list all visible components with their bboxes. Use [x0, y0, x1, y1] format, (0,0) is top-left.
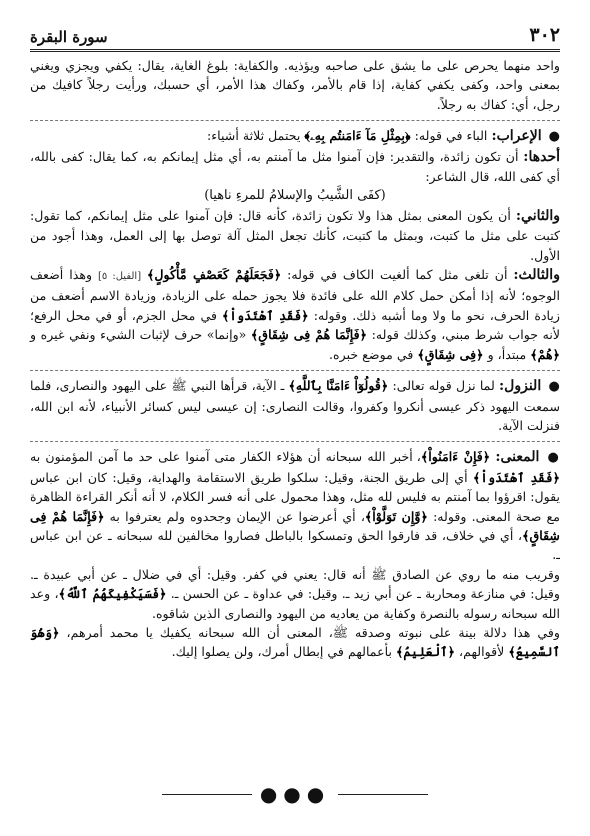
page-number: ٣٠٢: [529, 24, 560, 46]
section-end-ornament: [0, 784, 590, 804]
bullet-icon: ●: [548, 129, 560, 145]
mana-text: ، وعد الله سبحانه رسوله بالنصرة وكفاية من يعاديه من اليهود والنصارى الذين شاقوه.: [30, 586, 560, 621]
intro-paragraph: واحد منهما يحرص على ما يشق على صاحبه ويؤذيه. والكفاية: بلوغ الغاية، يقال: يكفي ويجزي ويغني بمعنى واحد، وكفى يكفي كفاية، إذا قام بالأمر، وكفاك هذا الأمر، أي حسبك، ورأيت رجلاً كافيك من رجل، أي: كفاك به رجلاً.: [30, 58, 560, 112]
third-label: والثالث:: [513, 267, 560, 284]
page-body: [30, 56, 560, 662]
running-header: [30, 20, 560, 52]
mana-text: وفي هذا دلالة بينة على نبوته وصدقه ﷺ، المعنى أن الله سبحانه يكفيك يا محمد أمرهم،: [66, 624, 560, 640]
irab-intro: [30, 126, 560, 146]
irab-third: [30, 265, 560, 364]
quran-quote: ﴿فَقَدِ ٱهْتَدَواْ﴾: [473, 469, 560, 485]
quran-quote: ﴿فَإِنَّمَا هُمْ فِى شِقَاقٍ﴾: [250, 327, 368, 343]
mana-paragraph-3: [30, 623, 560, 662]
nuzul-label: النزول:: [499, 378, 542, 395]
third-text: في محل الجزم، أو في محل الرفع؛ لأنه جواب شرط مبني، وكذلك قوله:: [30, 307, 561, 343]
irab-second: [30, 206, 560, 265]
mana-text: ، أي أعرضوا عن الإيمان وجحدوه ولم يعترفوا به: [109, 508, 365, 524]
mana-paragraph-2: [30, 565, 560, 623]
ornament-rule: [338, 794, 428, 795]
quran-quote: ﴿فَقَدِ ٱهْتَدَواْ﴾: [222, 307, 309, 323]
irab-intro-text: الباء في قوله:: [414, 128, 488, 144]
mana-text: أي إلى طريق الجنة، وقيل: سلكوا طريق الاستقامة والهداية، وقيل: كان ابن عباس يقول: اقرؤوا بما آمنتم به فليس لله مثل، وهذا محمول على أنه فسر الكلام، لا أنه أنكر القراءة الظاهرة مع صحة المعنى. وقوله:: [30, 469, 561, 524]
irab-section: [30, 120, 560, 364]
third-text: وهذا أضعف الوجوه؛ لأنه إذا أمكن حمل كلام الله على فائدة فلا يجوز حمله على الزيادة، وزيادة الاسم أضعف من زيادة الحرف، نحو ما ولا وما أشبه ذلك. وقوله:: [30, 267, 560, 323]
verse-reference: [الفيل: ٥]: [97, 271, 142, 283]
quran-quote: ﴿فِى شِقَاقٍ﴾: [417, 346, 484, 362]
second-label: والثاني:: [515, 207, 561, 224]
mana-section: [30, 441, 560, 661]
quran-quote: ﴿هُمْ﴾: [530, 346, 560, 362]
quran-quote: ﴿ٱلْعَلِيمُ﴾: [395, 644, 456, 660]
bullet-icon: ●: [548, 379, 560, 395]
poem-verse: (كفَى الشَّيبُ والإسلامُ للمرءِ ناهيا): [204, 188, 386, 204]
second-text: أن يكون المعنى بمثل هذا ولا تكون زائدة، كأنه قال: فإن آمنوا على مثل إيمانكم، كما تقول: كتبت على مثل ما كتبت، وبمثل ما كتبت، كأنك تجعل المثل آلة توصل بها إلى العمل، وهذا أجود من الأول.: [30, 207, 560, 263]
quran-quote: ﴿قُولُوٓاْ ءَامَنَّا بِٱللَّهِ﴾: [288, 378, 389, 394]
third-text: في موضع خبره.: [329, 346, 414, 362]
third-text: أن تلغى مثل كما ألغيت الكاف في قوله:: [287, 267, 508, 283]
third-text: «وإنما» حرف لإثبات الشيء ونفي غيره و: [30, 327, 247, 343]
quran-quote: ﴿فَإِنَّمَا هُمْ فِى شِقَاقٍ﴾: [30, 508, 560, 543]
nuzul-section: [30, 370, 560, 435]
mana-paragraph: [30, 447, 560, 564]
bullet-icon: ●: [547, 450, 560, 466]
nuzul-text: ـ الآية، قرأها النبي ﷺ على اليهود والنصارى، فلما سمعت اليهود ذكر عيسى أنكروا وكفروا، وقالت النصارى: إن عيسى ليس كسائر الأنبياء، لأنه ابن الله، فنزلت الآية.: [30, 378, 560, 433]
quran-quote: ﴿وَهُوَ ٱلسَّمِيعُ﴾: [30, 624, 560, 660]
mana-text: بأعمالهم في إبطال أمرك، ولن يصلوا إليك.: [171, 644, 392, 660]
surah-title: سورة البقرة: [30, 28, 108, 46]
first-text: أن تكون زائدة، والتقدير: فإن آمنوا مثل ما آمنتم به، أي مثل إيمانكم به، كما يقال: كفى بالله، أي كفى الله، قال الشاعر:: [30, 148, 560, 185]
quran-quote: ﴿وَّإِن تَوَلَّوْاْ﴾: [364, 508, 428, 524]
first-label: أحدها:: [523, 148, 560, 165]
nuzul-paragraph: [30, 376, 560, 435]
mana-text: لأقوالهم،: [459, 644, 505, 660]
quran-quote: ﴿بِمِثْلِ مَآ ءَامَنتُم بِهِۦ﴾: [304, 128, 411, 144]
irab-label: الإعراب:: [491, 128, 542, 145]
quran-quote: ﴿فَجَعَلَهُمْ كَعَصْفٍ مَّأْكُولٍ﴾: [147, 267, 282, 283]
irab-after-quote: يحتمل ثلاثة أشياء:: [207, 128, 301, 144]
ornament-dots: ●●●: [259, 782, 331, 806]
mana-label: المعنى:: [495, 449, 540, 466]
ornament-rule: [162, 794, 252, 795]
quran-quote: ﴿فَسَيَكْفِيكَهُمُ ٱللَّهُ﴾: [58, 586, 167, 602]
mana-text: ، أخبر الله سبحانه أن هؤلاء الكفار متى آمنوا على حد ما آمن المؤمنون به: [30, 449, 421, 465]
mana-text: ، أي في خلاف، قد فارقوا الحق وتمسكوا بالباطل فصاروا مخالفين لله سبحانه ـ عن ابن عباس ـ.: [30, 527, 560, 563]
quran-quote: ﴿فَإِنْ ءَامَنُواْ﴾: [420, 449, 491, 465]
mana-text: وقريب منه ما روي عن الصادق ﷺ أنه قال: يعني في كفر. وقيل: أي في ضلال ـ عن أبي عبيدة ـ. وقيل: في منازعة ومحاربة ـ عن أبي زيد ـ. وقيل: في عداوة ـ عن الحسن ـ.: [30, 566, 560, 602]
nuzul-text: لما نزل قوله تعالى:: [392, 378, 495, 394]
third-text: مبتدأ، و: [487, 346, 527, 362]
irab-first: [30, 147, 560, 187]
